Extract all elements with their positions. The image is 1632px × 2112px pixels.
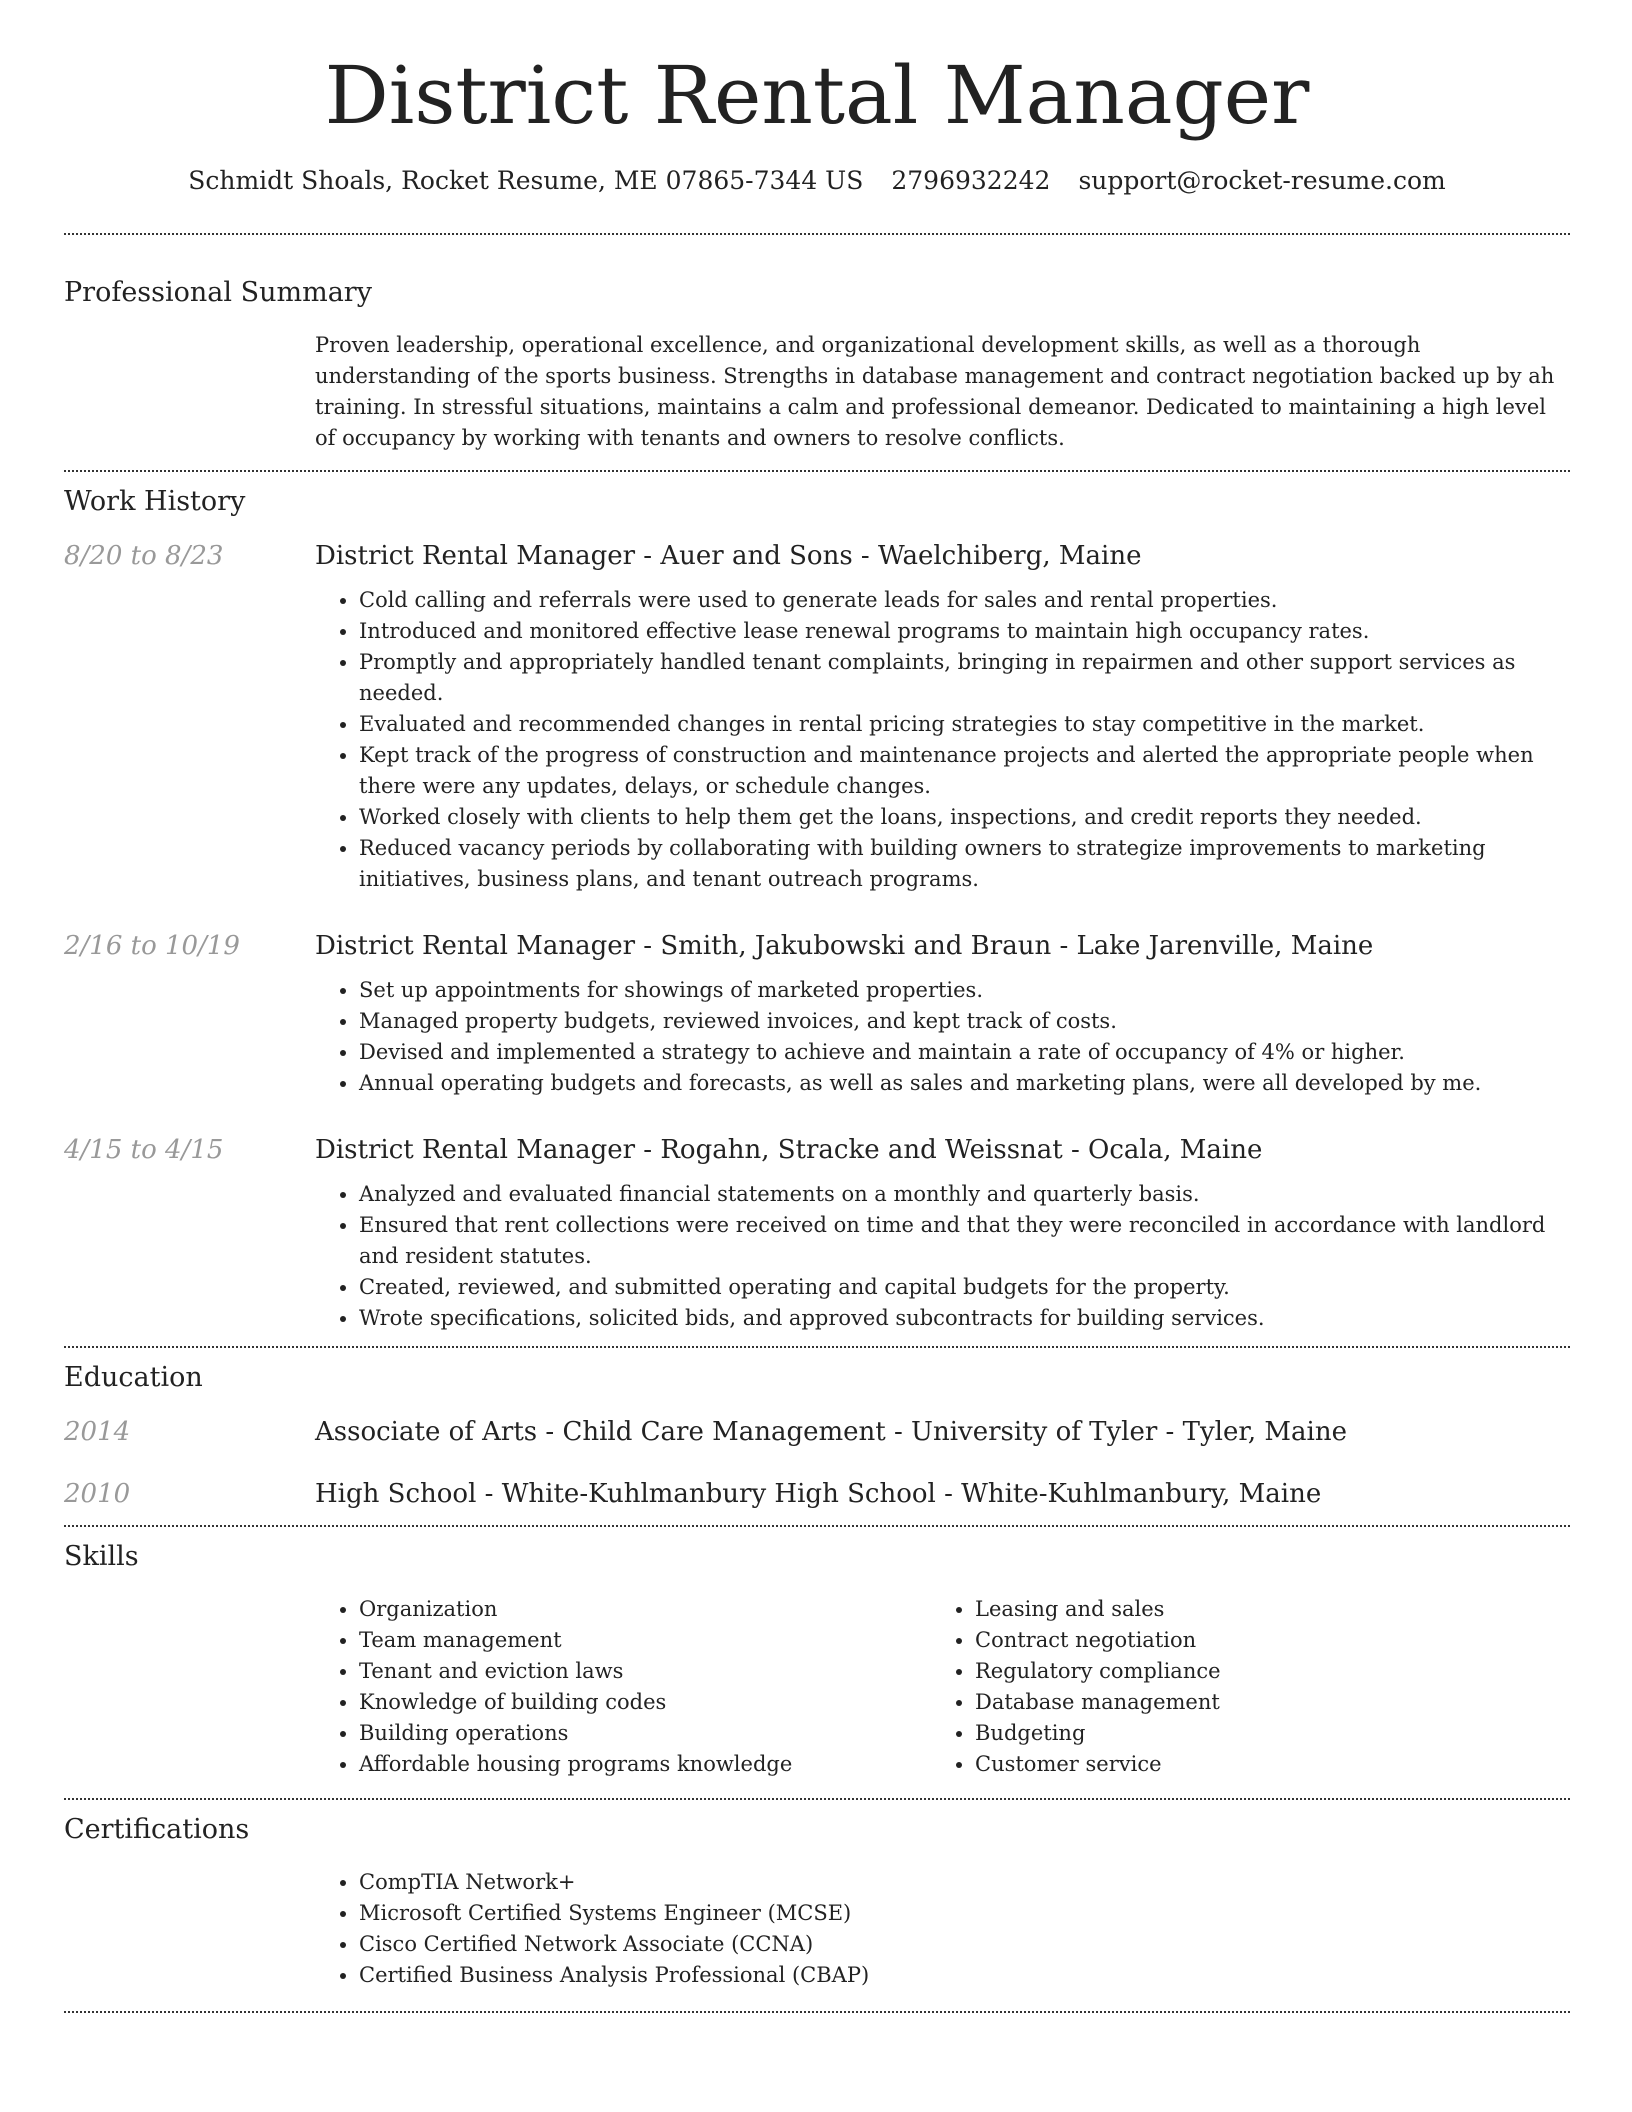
list-item: • Leasing and sales xyxy=(975,1594,1547,1625)
job-title: District Rental Manager - Rogahn, Stracke and Weissnat - Ocala, Maine xyxy=(315,1135,1263,1165)
job-bullets xyxy=(315,1179,1570,1334)
skills-list-right xyxy=(931,1594,1547,1780)
list-item: • Created, reviewed, and submitted operating and capital budgets for the property. xyxy=(359,1272,1570,1303)
list-item: • Worked closely with clients to help them get the loans, inspections, and credit reports they needed. xyxy=(359,802,1570,833)
education-divider xyxy=(64,1525,1570,1527)
list-item: • Annual operating budgets and forecasts, as well as sales and marketing plans, were all developed by me. xyxy=(359,1068,1570,1099)
skills-heading: Skills xyxy=(64,1541,139,1572)
list-item: • Ensured that rent collections were received on time and that they were reconciled in accordance with landlord and resident statutes. xyxy=(359,1210,1570,1272)
certifications-heading: Certifications xyxy=(64,1814,250,1845)
summary-divider xyxy=(64,470,1570,472)
list-item: • CompTIA Network+ xyxy=(359,1867,1570,1898)
skills-list-left xyxy=(315,1594,931,1780)
contact-address: Schmidt Shoals, Rocket Resume, ME 07865-7344 US xyxy=(188,166,864,195)
summary-heading: Professional Summary xyxy=(64,277,372,308)
contact-line xyxy=(64,166,1570,195)
list-item: • Contract negotiation xyxy=(975,1625,1547,1656)
list-item: • Promptly and appropriately handled tenant complaints, bringing in repairmen and other support services as needed. xyxy=(359,647,1570,709)
resume-page xyxy=(64,0,1570,2013)
list-item: • Devised and implemented a strategy to achieve and maintain a rate of occupancy of 4% or higher. xyxy=(359,1037,1570,1068)
education-detail: Associate of Arts - Child Care Management - University of Tyler - Tyler, Maine xyxy=(315,1417,1348,1447)
summary-text: Proven leadership, operational excellence, and organizational development skills, as well as a thorough understanding of the sports business. Strengths in database management and contract negotiation backed up by ah training. In stressful situations, maintains a calm and professional demeanor. Dedicated to maintaining a high level of occupancy by working with tenants and owners to resolve conflicts. xyxy=(315,333,1555,450)
list-item: • Tenant and eviction laws xyxy=(359,1656,931,1687)
footer-divider xyxy=(64,2011,1570,2013)
list-item: • Kept track of the progress of construction and maintenance projects and alerted the appropriate people when there were any updates, delays, or schedule changes. xyxy=(359,740,1570,802)
job-title: District Rental Manager - Smith, Jakubowski and Braun - Lake Jarenville, Maine xyxy=(315,931,1374,961)
education-heading: Education xyxy=(64,1362,203,1393)
job-bullets xyxy=(315,585,1570,895)
skills-grid xyxy=(315,1594,1570,1780)
list-item: • Analyzed and evaluated financial statements on a monthly and quarterly basis. xyxy=(359,1179,1570,1210)
job-entry xyxy=(64,931,1570,961)
list-item: • Wrote specifications, solicited bids, and approved subcontracts for building services. xyxy=(359,1303,1570,1334)
education-detail: High School - White-Kuhlmanbury High School - White-Kuhlmanbury, Maine xyxy=(315,1479,1322,1509)
job-dates: 4/15 to 4/15 xyxy=(64,1135,224,1165)
header-divider xyxy=(64,233,1570,235)
education-entry xyxy=(64,1479,1570,1509)
list-item: • Set up appointments for showings of marketed properties. xyxy=(359,975,1570,1006)
work-history-heading: Work History xyxy=(64,486,246,517)
list-item: • Team management xyxy=(359,1625,931,1656)
list-item: • Building operations xyxy=(359,1718,931,1749)
list-item: • Knowledge of building codes xyxy=(359,1687,931,1718)
list-item: • Regulatory compliance xyxy=(975,1656,1547,1687)
list-item: • Introduced and monitored effective lease renewal programs to maintain high occupancy rates. xyxy=(359,616,1570,647)
job-entry xyxy=(64,541,1570,571)
list-item: • Certified Business Analysis Professional (CBAP) xyxy=(359,1960,1570,1991)
education-entry xyxy=(64,1417,1570,1447)
education-year: 2010 xyxy=(64,1479,131,1509)
list-item: • Microsoft Certified Systems Engineer (MCSE) xyxy=(359,1898,1570,1929)
list-item: • Managed property budgets, reviewed invoices, and kept track of costs. xyxy=(359,1006,1570,1037)
job-bullets xyxy=(315,975,1570,1099)
certifications-list xyxy=(315,1867,1570,1991)
list-item: • Cisco Certified Network Associate (CCNA) xyxy=(359,1929,1570,1960)
job-dates: 2/16 to 10/19 xyxy=(64,931,240,961)
list-item: • Organization xyxy=(359,1594,931,1625)
work-divider xyxy=(64,1346,1570,1348)
job-title: District Rental Manager - Auer and Sons - Waelchiberg, Maine xyxy=(315,541,1142,571)
list-item: • Database management xyxy=(975,1687,1547,1718)
list-item: • Budgeting xyxy=(975,1718,1547,1749)
list-item: • Reduced vacancy periods by collaborating with building owners to strategize improvements to marketing initiatives, business plans, and tenant outreach programs. xyxy=(359,833,1570,895)
list-item: • Cold calling and referrals were used to generate leads for sales and rental properties. xyxy=(359,585,1570,616)
list-item: • Affordable housing programs knowledge xyxy=(359,1749,931,1780)
resume-name: District Rental Manager xyxy=(324,49,1310,142)
list-item: • Evaluated and recommended changes in rental pricing strategies to stay competitive in the market. xyxy=(359,709,1570,740)
job-dates: 8/20 to 8/23 xyxy=(64,541,224,571)
education-year: 2014 xyxy=(64,1417,131,1447)
list-item: • Customer service xyxy=(975,1749,1547,1780)
skills-divider xyxy=(64,1798,1570,1800)
job-entry xyxy=(64,1135,1570,1165)
contact-phone: 2796932242 xyxy=(891,166,1051,195)
contact-email: support@rocket-resume.com xyxy=(1078,166,1446,195)
